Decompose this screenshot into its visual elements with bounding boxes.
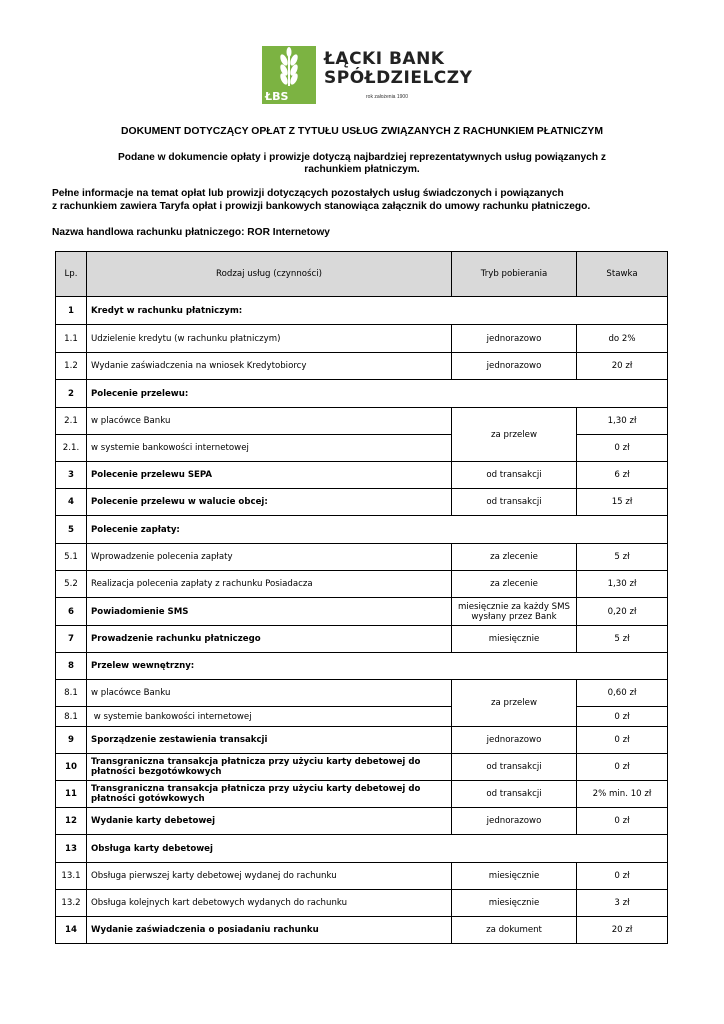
table-row bbox=[56, 380, 668, 408]
cell-lp: 1.1 bbox=[56, 325, 87, 353]
cell-rate: 0 zł bbox=[577, 808, 668, 835]
cell-lp: 13.1 bbox=[56, 863, 87, 890]
table-row bbox=[56, 707, 668, 727]
cell-service: Powiadomienie SMS bbox=[87, 598, 452, 626]
cell-rate: 0,60 zł bbox=[577, 680, 668, 707]
header-service: Rodzaj usług (czynności) bbox=[87, 252, 452, 297]
cell-mode: za przelew bbox=[452, 408, 577, 462]
logo-initials: ŁBS bbox=[265, 90, 289, 103]
info-paragraph bbox=[52, 187, 672, 213]
cell-service: Obsługa karty debetowej bbox=[87, 835, 668, 863]
cell-mode: jednorazowo bbox=[452, 353, 577, 380]
table-row bbox=[56, 863, 668, 890]
table-row bbox=[56, 325, 668, 353]
cell-lp: 6 bbox=[56, 598, 87, 626]
cell-mode: za zlecenie bbox=[452, 571, 577, 598]
document-title: DOKUMENT DOTYCZĄCY OPŁAT Z TYTUŁU USŁUG ZWIĄZANYCH Z RACHUNKIEM PŁATNICZYM bbox=[121, 126, 603, 137]
cell-rate: 0 zł bbox=[577, 707, 668, 727]
cell-lp: 5 bbox=[56, 516, 87, 544]
bank-name bbox=[324, 50, 472, 88]
cell-lp: 12 bbox=[56, 808, 87, 835]
cell-service: Realizacja polecenia zapłaty z rachunku Posiadacza bbox=[87, 571, 452, 598]
cell-service: Wydanie zaświadczenia o posiadaniu rachunku bbox=[87, 917, 452, 944]
table-row bbox=[56, 626, 668, 653]
cell-lp: 8.1 bbox=[56, 707, 87, 727]
cell-service-text: w systemie bankowości internetowej bbox=[93, 711, 252, 722]
cell-service: Obsługa kolejnych kart debetowych wydanych do rachunku bbox=[87, 890, 452, 917]
bank-name-line2: SPÓŁDZIELCZY bbox=[324, 68, 473, 88]
cell-lp: 5.1 bbox=[56, 544, 87, 571]
cell-mode: od transakcji bbox=[452, 489, 577, 516]
table-row bbox=[56, 754, 668, 781]
table-header-row bbox=[56, 252, 668, 297]
table-row bbox=[56, 680, 668, 707]
table-row bbox=[56, 890, 668, 917]
cell-rate: 0 zł bbox=[577, 754, 668, 781]
cell-lp: 5.2 bbox=[56, 571, 87, 598]
cell-rate: 1,30 zł bbox=[577, 571, 668, 598]
cell-service: Obsługa pierwszej karty debetowej wydanej do rachunku bbox=[87, 863, 452, 890]
cell-lp: 9 bbox=[56, 727, 87, 754]
cell-mode: od transakcji bbox=[452, 754, 577, 781]
table-row bbox=[56, 571, 668, 598]
cell-rate: 2% min. 10 zł bbox=[577, 781, 668, 808]
cell-service: Polecenie zapłaty: bbox=[87, 516, 668, 544]
header-lp: Lp. bbox=[56, 252, 87, 297]
cell-mode: miesięcznie bbox=[452, 626, 577, 653]
cell-service: Polecenie przelewu SEPA bbox=[87, 462, 452, 489]
cell-service: Wydanie zaświadczenia na wniosek Kredytobiorcy bbox=[87, 353, 452, 380]
cell-rate: 20 zł bbox=[577, 917, 668, 944]
cell-service: Udzielenie kredytu (w rachunku płatniczym) bbox=[87, 325, 452, 353]
cell-lp: 2.1. bbox=[56, 435, 87, 462]
cell-lp: 4 bbox=[56, 489, 87, 516]
cell-mode: za zlecenie bbox=[452, 544, 577, 571]
cell-service: Polecenie przelewu w walucie obcej: bbox=[87, 489, 452, 516]
cell-lp: 3 bbox=[56, 462, 87, 489]
cell-rate: 0 zł bbox=[577, 435, 668, 462]
header-rate: Stawka bbox=[577, 252, 668, 297]
cell-service: Transgraniczna transakcja płatnicza przy użyciu karty debetowej do płatności bezgotówkowych bbox=[87, 754, 452, 781]
table-row bbox=[56, 408, 668, 435]
table-row bbox=[56, 297, 668, 325]
cell-mode: jednorazowo bbox=[452, 808, 577, 835]
table-row bbox=[56, 808, 668, 835]
table-row bbox=[56, 516, 668, 544]
cell-mode: od transakcji bbox=[452, 462, 577, 489]
cell-service: Polecenie przelewu: bbox=[87, 380, 668, 408]
cell-service bbox=[87, 707, 452, 727]
cell-service: Przelew wewnętrzny: bbox=[87, 653, 668, 680]
document-subtitle: Podane w dokumencie opłaty i prowizje dotyczą najbardziej reprezentatywnych usług powiązanych z rachunkiem płatniczym. bbox=[118, 152, 606, 175]
table-row bbox=[56, 598, 668, 626]
cell-mode: jednorazowo bbox=[452, 727, 577, 754]
founded-text: rok założenia 1900 bbox=[366, 94, 408, 100]
table-row bbox=[56, 917, 668, 944]
cell-service: Kredyt w rachunku płatniczym: bbox=[87, 297, 668, 325]
cell-lp: 2.1 bbox=[56, 408, 87, 435]
cell-service: w placówce Banku bbox=[87, 408, 452, 435]
cell-rate: 5 zł bbox=[577, 544, 668, 571]
cell-rate: 1,30 zł bbox=[577, 408, 668, 435]
cell-mode: miesięcznie za każdy SMS wysłany przez Bank bbox=[452, 598, 577, 626]
cell-lp: 14 bbox=[56, 917, 87, 944]
cell-mode: za przelew bbox=[452, 680, 577, 727]
cell-mode: za dokument bbox=[452, 917, 577, 944]
table-row bbox=[56, 544, 668, 571]
info-line: Pełne informacje na temat opłat lub prowizji dotyczących pozostałych usług świadczonych i powiązanych bbox=[52, 188, 564, 199]
cell-service: w placówce Banku bbox=[87, 680, 452, 707]
cell-rate: 5 zł bbox=[577, 626, 668, 653]
wheat-logo-icon bbox=[262, 46, 316, 104]
table-row bbox=[56, 781, 668, 808]
cell-lp: 2 bbox=[56, 380, 87, 408]
cell-mode: miesięcznie bbox=[452, 890, 577, 917]
info-line: z rachunkiem zawiera Taryfa opłat i prowizji bankowych stanowiąca załącznik do umowy rachunku płatniczego. bbox=[52, 201, 591, 212]
cell-service: Transgraniczna transakcja płatnicza przy użyciu karty debetowej do płatności gotówkowych bbox=[87, 781, 452, 808]
table-row bbox=[56, 462, 668, 489]
cell-mode: od transakcji bbox=[452, 781, 577, 808]
cell-service: Wprowadzenie polecenia zapłaty bbox=[87, 544, 452, 571]
cell-lp: 7 bbox=[56, 626, 87, 653]
cell-service: Wydanie karty debetowej bbox=[87, 808, 452, 835]
bank-logo bbox=[262, 46, 472, 108]
cell-rate: 6 zł bbox=[577, 462, 668, 489]
cell-lp: 1 bbox=[56, 297, 87, 325]
cell-lp: 1.2 bbox=[56, 353, 87, 380]
cell-service: Sporządzenie zestawienia transakcji bbox=[87, 727, 452, 754]
cell-rate: 15 zł bbox=[577, 489, 668, 516]
bank-name-line1: ŁĄCKI BANK bbox=[324, 49, 445, 69]
cell-service: Prowadzenie rachunku płatniczego bbox=[87, 626, 452, 653]
cell-lp: 8 bbox=[56, 653, 87, 680]
table-row bbox=[56, 727, 668, 754]
cell-lp: 11 bbox=[56, 781, 87, 808]
cell-mode: jednorazowo bbox=[452, 325, 577, 353]
header-mode: Tryb pobierania bbox=[452, 252, 577, 297]
cell-lp: 8.1 bbox=[56, 680, 87, 707]
cell-rate: 20 zł bbox=[577, 353, 668, 380]
fee-table bbox=[55, 251, 668, 944]
cell-rate: 0,20 zł bbox=[577, 598, 668, 626]
cell-lp: 10 bbox=[56, 754, 87, 781]
account-name: Nazwa handlowa rachunku płatniczego: ROR Internetowy bbox=[52, 227, 330, 238]
cell-rate: 0 zł bbox=[577, 727, 668, 754]
cell-lp: 13.2 bbox=[56, 890, 87, 917]
cell-lp: 13 bbox=[56, 835, 87, 863]
cell-rate: do 2% bbox=[577, 325, 668, 353]
cell-mode: miesięcznie bbox=[452, 863, 577, 890]
table-row bbox=[56, 835, 668, 863]
cell-service: w systemie bankowości internetowej bbox=[87, 435, 452, 462]
table-row bbox=[56, 653, 668, 680]
cell-rate: 0 zł bbox=[577, 863, 668, 890]
table-row bbox=[56, 353, 668, 380]
table-row bbox=[56, 435, 668, 462]
cell-rate: 3 zł bbox=[577, 890, 668, 917]
table-row bbox=[56, 489, 668, 516]
